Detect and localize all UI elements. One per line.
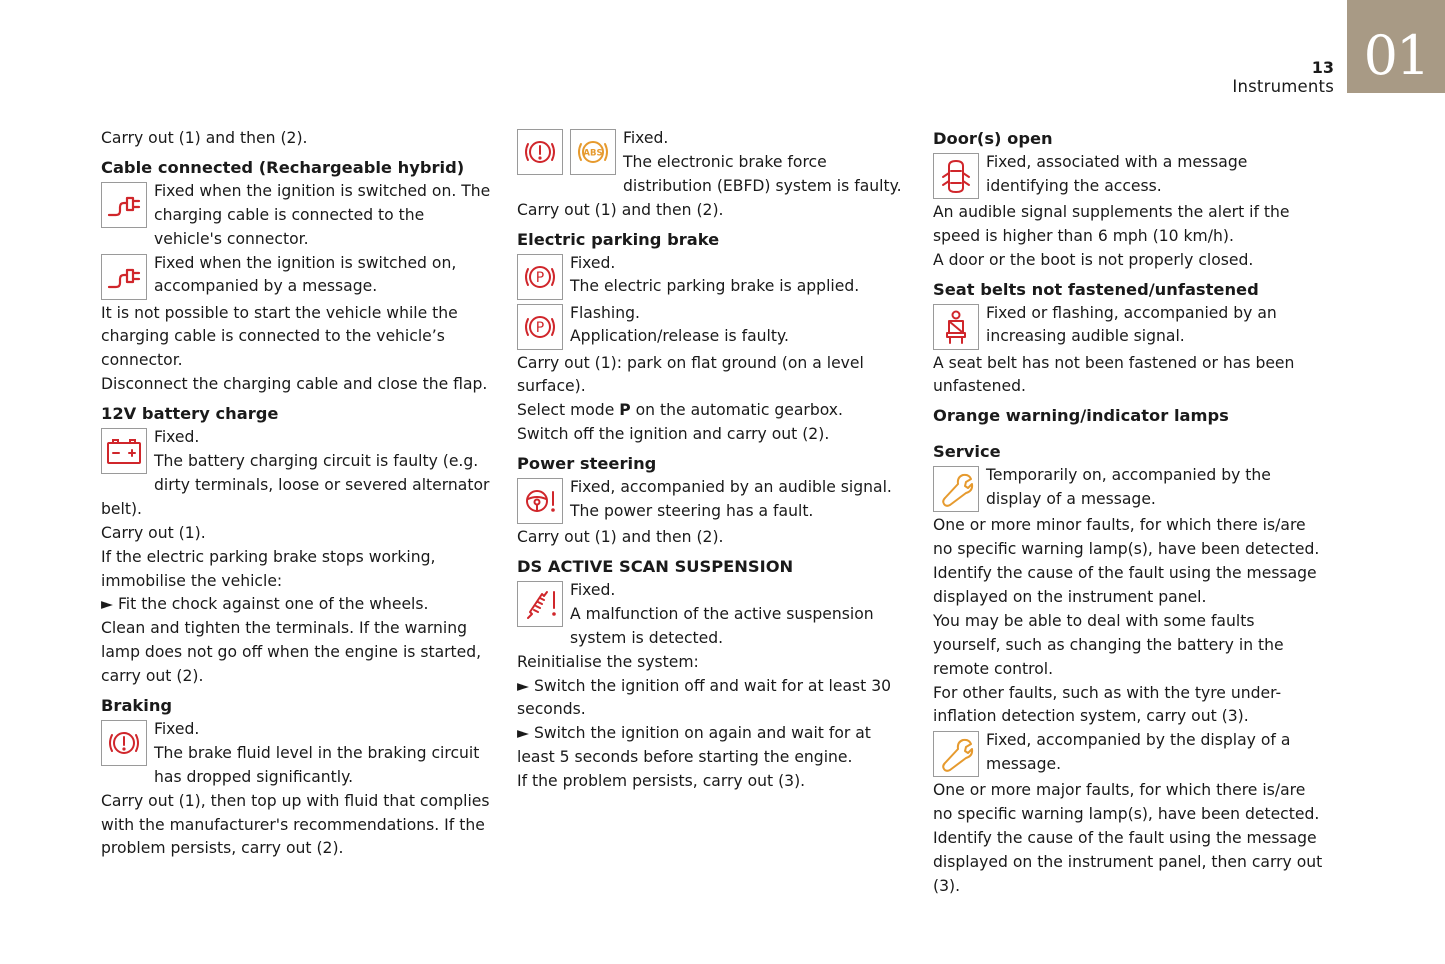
service-text-f: Fixed, accompanied by the display of a message. bbox=[986, 731, 1291, 774]
column-1 bbox=[101, 127, 491, 861]
epb-text-f-pre: Select mode bbox=[517, 401, 620, 420]
epb-text-a: Fixed. bbox=[570, 253, 616, 272]
heading-suspension: DS ACTIVE SCAN SUSPENSION bbox=[517, 556, 794, 576]
suspension-text-f: If the problem persists, carry out (3). bbox=[517, 772, 806, 791]
braking-text-c: Carry out (1), then top up with fluid that complies with the manufacturer's recommendations. If the problem persists, carry out (2). bbox=[101, 791, 490, 858]
service-text-d: You may be able to deal with some faults yourself, such as changing the battery in the remote control. bbox=[933, 611, 1284, 678]
service-text-h: Identify the cause of the fault using the message displayed on the instrument panel, then carry out (3). bbox=[933, 829, 1323, 895]
heading-battery: 12V battery charge bbox=[101, 404, 279, 424]
cable-text-c: It is not possible to start the vehicle while the charging cable is connected to the vehicle’s connector. bbox=[101, 303, 458, 370]
page-number: 13 bbox=[1311, 58, 1334, 77]
steering-icon bbox=[517, 478, 563, 524]
steering-text-b: The power steering has a fault. bbox=[570, 501, 814, 520]
svg-text:P: P bbox=[535, 319, 545, 336]
battery-text-a: Fixed. bbox=[154, 428, 200, 447]
battery-text-c: Carry out (1). bbox=[101, 523, 206, 542]
door-open-icon bbox=[933, 153, 979, 199]
heading-braking: Braking bbox=[101, 696, 173, 716]
suspension-icon bbox=[517, 581, 563, 627]
heading-power-steering: Power steering bbox=[517, 454, 657, 474]
seatbelt-icon bbox=[933, 304, 979, 350]
wrench-icon bbox=[933, 731, 979, 777]
epb-text-f bbox=[517, 399, 909, 423]
doors-text-c: A door or the boot is not properly closed. bbox=[933, 250, 1254, 269]
seatbelts-text-a: Fixed or flashing, accompanied by an increasing audible signal. bbox=[986, 303, 1277, 346]
steering-text-a: Fixed, accompanied by an audible signal. bbox=[570, 478, 892, 497]
epb-text-g: Switch off the ignition and carry out (2). bbox=[517, 425, 830, 444]
suspension-text-c: Reinitialise the system: bbox=[517, 652, 699, 671]
epb-text-b: The electric parking brake is applied. bbox=[570, 277, 860, 296]
service-text-e: For other faults, such as with the tyre under-inflation detection system, carry out (3). bbox=[933, 683, 1282, 726]
battery-text-b: The battery charging circuit is faulty (e.g. dirty terminals, loose or severed alternator belt). bbox=[101, 451, 490, 518]
ebfd-text-b: The electronic brake force distribution (EBFD) system is faulty. bbox=[623, 152, 902, 195]
wrench-icon bbox=[933, 466, 979, 512]
service-text-g: One or more major faults, for which there is/are no specific warning lamp(s), have been detected. bbox=[933, 781, 1320, 824]
heading-doors-open: Door(s) open bbox=[933, 129, 1053, 148]
brake-warning-icon bbox=[101, 720, 147, 766]
braking-text-a: Fixed. bbox=[154, 719, 200, 738]
heading-parking-brake: Electric parking brake bbox=[517, 229, 720, 249]
heading-orange-lamps: Orange warning/indicator lamps bbox=[933, 406, 1229, 426]
cable-text-d: Disconnect the charging cable and close the flap. bbox=[101, 375, 488, 394]
battery-text-d: If the electric parking brake stops working, immobilise the vehicle: bbox=[101, 547, 436, 590]
heading-cable-connected: Cable connected (Rechargeable hybrid) bbox=[101, 157, 465, 177]
ebfd-text-a: Fixed. bbox=[623, 129, 669, 147]
intro-text: Carry out (1) and then (2). bbox=[101, 129, 308, 147]
cable-text-b: Fixed when the ignition is switched on, accompanied by a message. bbox=[154, 253, 457, 296]
battery-bullet: ► Fit the chock against one of the wheels. bbox=[101, 593, 491, 617]
suspension-bullet-1: ► Switch the ignition off and wait for at least 30 seconds. bbox=[517, 675, 909, 723]
doors-text-b: An audible signal supplements the alert if the speed is higher than 6 mph (10 km/h). bbox=[933, 202, 1290, 245]
battery-icon bbox=[101, 428, 147, 474]
section-title: Instruments bbox=[1232, 77, 1334, 96]
braking-text-b: The brake fluid level in the braking circuit has dropped significantly. bbox=[154, 743, 480, 786]
cable-text-a: Fixed when the ignition is switched on. The charging cable is connected to the vehicle's connector. bbox=[154, 181, 491, 248]
steering-text-c: Carry out (1) and then (2). bbox=[517, 528, 724, 547]
epb-text-f-post: on the automatic gearbox. bbox=[630, 401, 843, 420]
service-text-a: Temporarily on, accompanied by the display of a message. bbox=[986, 466, 1271, 509]
gear-mode-p: P bbox=[619, 401, 631, 420]
column-3 bbox=[933, 127, 1325, 899]
plug-icon bbox=[101, 254, 147, 300]
heading-service: Service bbox=[933, 442, 1001, 462]
heading-seat-belts: Seat belts not fastened/unfastened bbox=[933, 279, 1259, 299]
epb-text-c: Flashing. bbox=[570, 303, 640, 322]
seatbelts-text-b: A seat belt has not been fastened or has been unfastened. bbox=[933, 353, 1295, 396]
plug-icon bbox=[101, 182, 147, 228]
ebfd-text-c: Carry out (1) and then (2). bbox=[517, 200, 724, 219]
service-text-b: One or more minor faults, for which there is/are no specific warning lamp(s), have been detected. bbox=[933, 516, 1320, 559]
epb-text-d: Application/release is faulty. bbox=[570, 327, 789, 346]
svg-text:P: P bbox=[535, 269, 545, 286]
svg-text:ABS: ABS bbox=[583, 148, 603, 159]
service-text-c: Identify the cause of the fault using the message displayed on the instrument panel. bbox=[933, 563, 1317, 606]
battery-text-f: Clean and tighten the terminals. If the warning lamp does not go off when the engine is started, carry out (2). bbox=[101, 619, 482, 686]
suspension-text-a: Fixed. bbox=[570, 580, 616, 599]
column-2 bbox=[517, 127, 909, 794]
suspension-text-b: A malfunction of the active suspension system is detected. bbox=[570, 604, 874, 647]
brake-warning-icon bbox=[517, 129, 563, 175]
parking-brake-icon bbox=[517, 254, 563, 300]
epb-text-e: Carry out (1): park on flat ground (on a level surface). bbox=[517, 353, 864, 396]
abs-icon bbox=[570, 129, 616, 175]
doors-text-a: Fixed, associated with a message identifying the access. bbox=[986, 152, 1248, 195]
suspension-bullet-2: ► Switch the ignition on again and wait for at least 5 seconds before starting the engine. bbox=[517, 722, 909, 770]
chapter-tab: 01 bbox=[1347, 0, 1445, 93]
parking-brake-icon bbox=[517, 304, 563, 350]
